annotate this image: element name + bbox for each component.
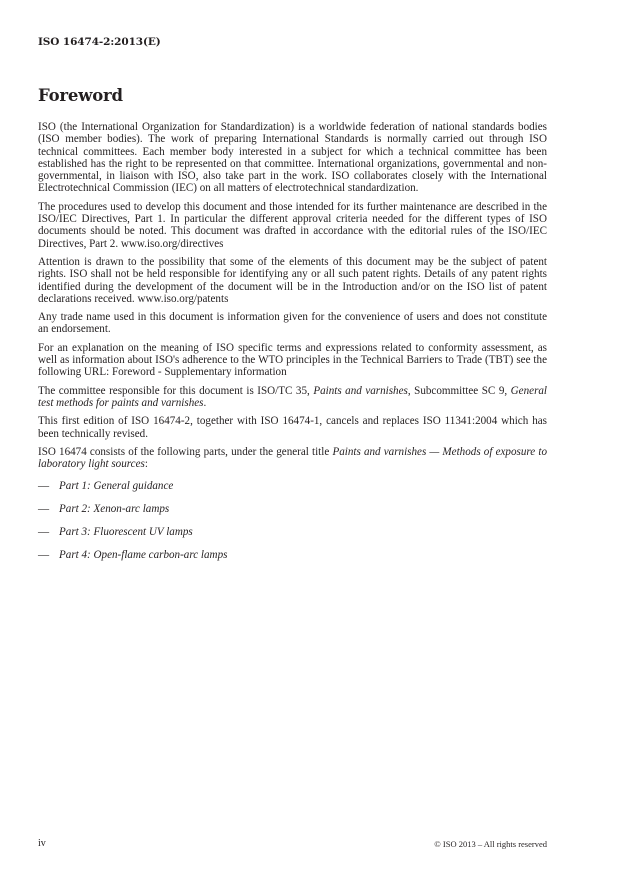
em-dash-bullet: — bbox=[38, 548, 50, 561]
em-dash-bullet: — bbox=[38, 503, 50, 516]
part-label: Part 2: Xenon-arc lamps bbox=[59, 503, 170, 516]
list-item bbox=[38, 526, 547, 538]
parts-intro-colon: : bbox=[144, 458, 148, 471]
general-title: Paints and varnishes — Methods of exposure to laboratory light sources bbox=[38, 445, 547, 471]
foreword-body bbox=[38, 121, 547, 572]
committee-sc-title: General test methods for paints and varnishes bbox=[38, 384, 548, 409]
paragraph-committee bbox=[38, 385, 547, 410]
committee-text-e: . bbox=[203, 396, 207, 409]
paragraph-parts-intro bbox=[38, 446, 547, 471]
list-item bbox=[38, 480, 547, 492]
part-label: Part 3: Fluorescent UV lamps bbox=[59, 526, 193, 539]
parts-intro-text: ISO 16474 consists of the following parts, under the general title bbox=[38, 445, 333, 458]
committee-text-c: , Subcommittee SC 9, bbox=[407, 384, 511, 397]
paragraph-trade-name: Any trade name used in this document is information given for the convenience of users and does not constitute an endorsement. bbox=[38, 311, 547, 336]
paragraph-patents: Attention is drawn to the possibility that some of the elements of this document may be the subject of patent rights. ISO shall not be held responsible for identifying any or all such patent rights. Details of any patent rights identified during the development of the document will be in the Introduction and/or on the ISO list of patent declarations received. www.iso.org/patents bbox=[38, 255, 547, 305]
page-number: iv bbox=[38, 838, 46, 849]
section-title: Foreword bbox=[38, 86, 123, 105]
paragraph-conformity: For an explanation on the meaning of ISO specific terms and expressions related to conformity assessment, as well as information about ISO's adherence to the WTO principles in the Technical Barriers to Trade (TBT) see the following URL: Foreword - Supplementary information bbox=[38, 341, 547, 379]
list-item bbox=[38, 549, 547, 561]
list-item bbox=[38, 503, 547, 515]
paragraph-edition: This first edition of ISO 16474-2, together with ISO 16474-1, cancels and replaces ISO 11341:2004 which has been technically revised. bbox=[38, 415, 547, 440]
em-dash-bullet: — bbox=[38, 480, 50, 493]
paragraph-iso-intro: ISO (the International Organization for Standardization) is a worldwide federation of national standards bodies (ISO member bodies). The work of preparing International Standards is normally carried out through ISO technical committees. Each member body interested in a subject for which a technical committee has been established has the right to be represented on that committee. International organizations, governmental and non-governmental, in liaison with ISO, also take part in the work. ISO collaborates closely with the International Electrotechnical Commission (IEC) on all matters of electrotechnical standardization. bbox=[38, 121, 547, 195]
part-label: Part 4: Open-flame carbon-arc lamps bbox=[59, 548, 228, 561]
part-label: Part 1: General guidance bbox=[59, 480, 174, 493]
parts-list bbox=[38, 480, 547, 561]
document-id-header: ISO 16474-2:2013(E) bbox=[38, 36, 161, 48]
committee-text-a: The committee responsible for this document is ISO/TC 35, bbox=[38, 384, 314, 397]
paragraph-procedures: The procedures used to develop this document and those intended for its further maintenance are described in the ISO/IEC Directives, Part 1. In particular the different approval criteria needed for the different types of ISO documents should be noted. This document was drafted in accordance with the editorial rules of the ISO/IEC Directives, Part 2. www.iso.org/directives bbox=[38, 200, 547, 250]
copyright-notice: © ISO 2013 – All rights reserved bbox=[434, 839, 547, 849]
committee-tc-title: Paints and varnishes bbox=[313, 384, 408, 397]
em-dash-bullet: — bbox=[38, 526, 50, 539]
